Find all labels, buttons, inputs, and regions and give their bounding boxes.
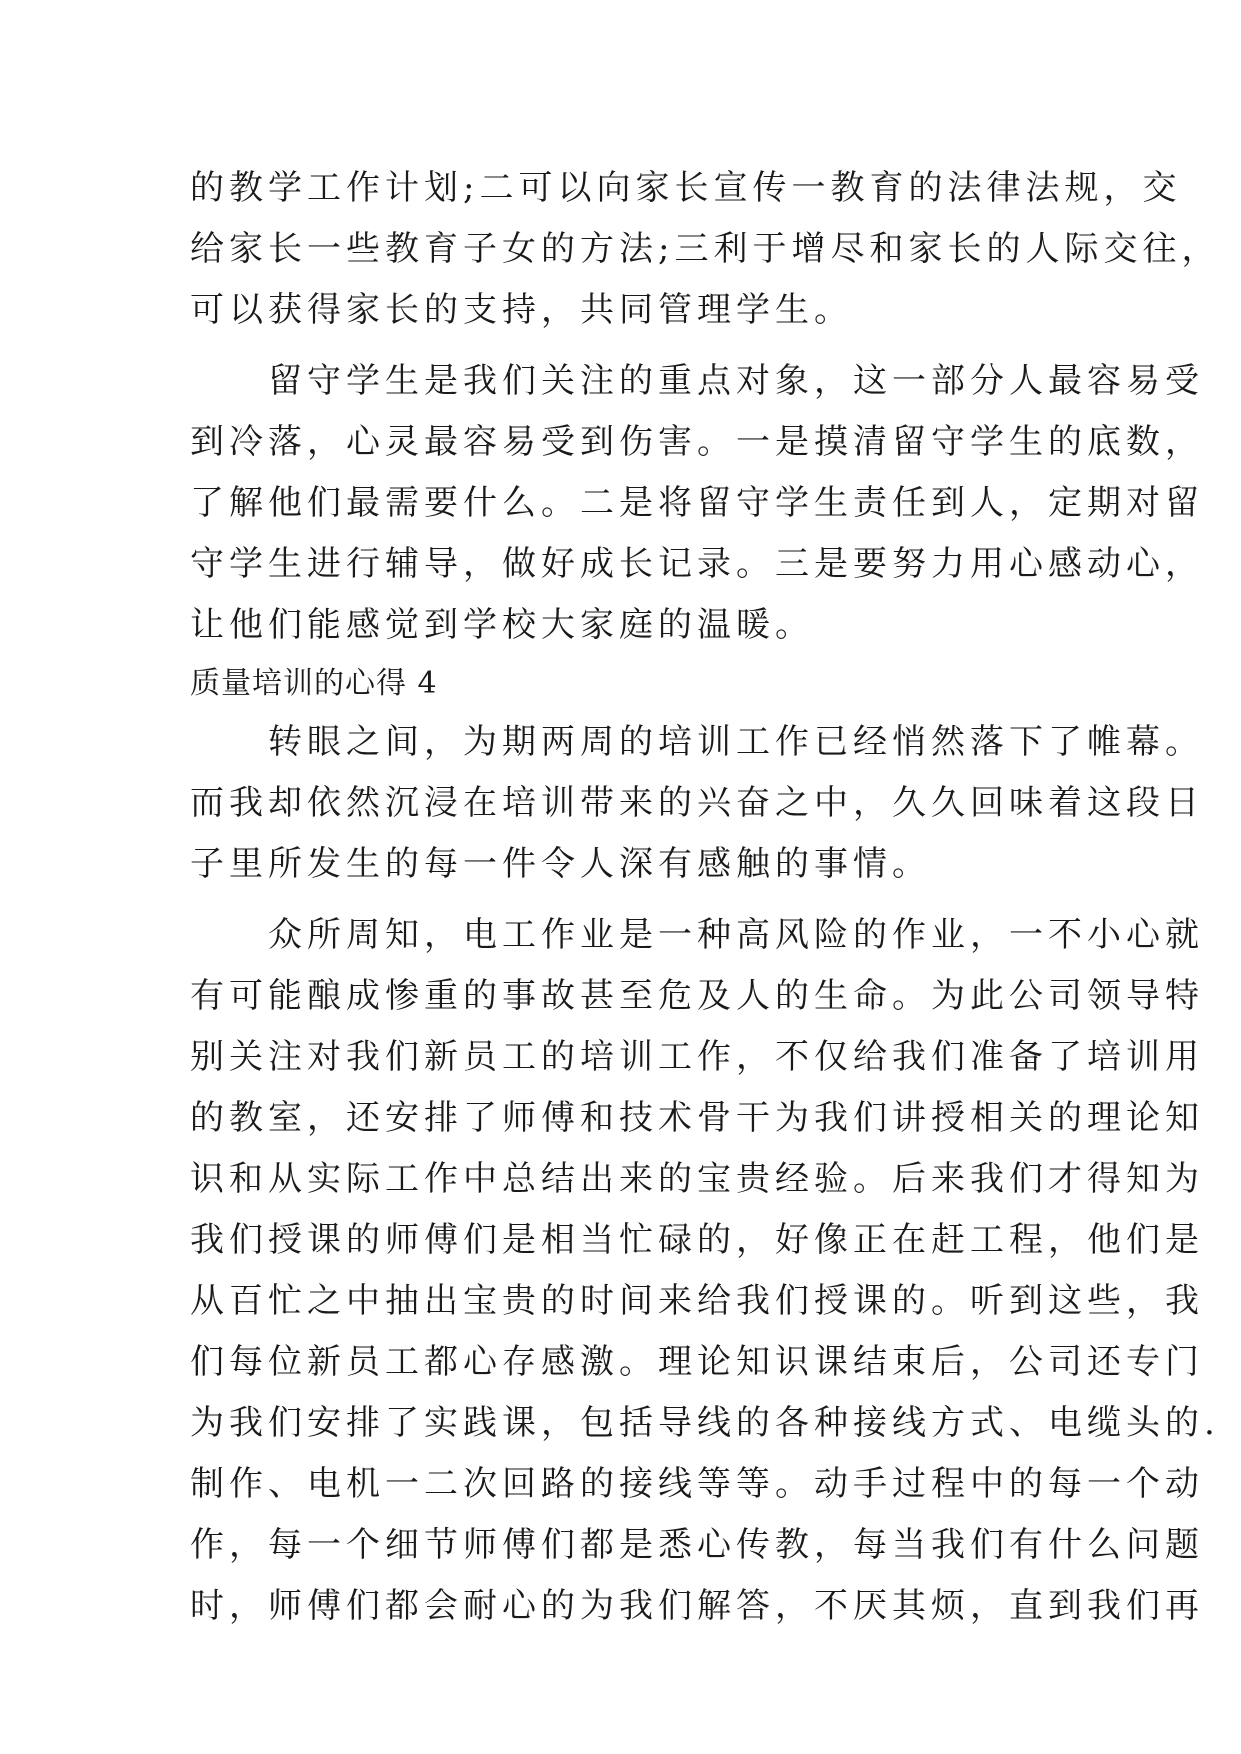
text-line: 给家长一些教育子女的方法;三利于增尽和家长的人际交往， — [190, 229, 1221, 269]
document-body — [190, 158, 1221, 1637]
text-line: 而我却依然沉浸在培训带来的兴奋之中，久久回味着这段日 — [190, 783, 1204, 823]
text-line: 的教学工作计划;二可以向家长宣传一教育的法律法规，交 — [190, 168, 1182, 208]
text-line: 转眼之间，为期两周的培训工作已经悄然落下了帷幕。 — [190, 722, 1204, 762]
text-line: 别关注对我们新员工的培训工作，不仅给我们准备了培训用 — [190, 1037, 1204, 1077]
text-line: 作，每一个细节师傅们都是悉心传教，每当我们有什么问题 — [190, 1525, 1204, 1565]
text-line: 时，师傅们都会耐心的为我们解答，不厌其烦，直到我们再 — [190, 1586, 1204, 1626]
paragraph — [190, 351, 1204, 656]
text-line: 了解他们最需要什么。二是将留守学生责任到人，定期对留 — [190, 483, 1204, 523]
text-line: 到冷落，心灵最容易受到伤害。一是摸清留守学生的底数， — [190, 422, 1204, 462]
section-heading: 质量培训的心得 4 — [190, 666, 438, 701]
paragraph — [190, 712, 1204, 895]
text-line: 让他们能感觉到学校大家庭的温暖。 — [190, 605, 814, 645]
text-line: 留守学生是我们关注的重点对象，这一部分人最容易受 — [190, 361, 1204, 401]
text-line: 子里所发生的每一件令人深有感触的事情。 — [190, 844, 931, 884]
text-line: 众所周知，电工作业是一种高风险的作业，一不小心就 — [190, 915, 1204, 955]
text-line: 有可能酿成惨重的事故甚至危及人的生命。为此公司领导特 — [190, 976, 1204, 1016]
text-line: 从百忙之中抽出宝贵的时间来给我们授课的。听到这些，我 — [190, 1281, 1204, 1321]
text-line: 们每位新员工都心存感激。理论知识课结束后，公司还专门 — [190, 1342, 1204, 1382]
text-line: 识和从实际工作中总结出来的宝贵经验。后来我们才得知为 — [190, 1159, 1204, 1199]
text-line: 守学生进行辅导，做好成长记录。三是要努力用心感动心， — [190, 544, 1204, 584]
paragraph — [190, 905, 1220, 1637]
text-line: 可以获得家长的支持，共同管理学生。 — [190, 290, 853, 330]
text-line: 的教室，还安排了师傅和技术骨干为我们讲授相关的理论知 — [190, 1098, 1204, 1138]
text-line: 我们授课的师傅们是相当忙碌的，好像正在赶工程，他们是 — [190, 1220, 1204, 1260]
text-line: 为我们安排了实践课，包括导线的各种接线方式、电缆头的. — [190, 1403, 1220, 1443]
text-line: 制作、电机一二次回路的接线等等。动手过程中的每一个动 — [190, 1464, 1204, 1504]
paragraph — [190, 158, 1221, 341]
